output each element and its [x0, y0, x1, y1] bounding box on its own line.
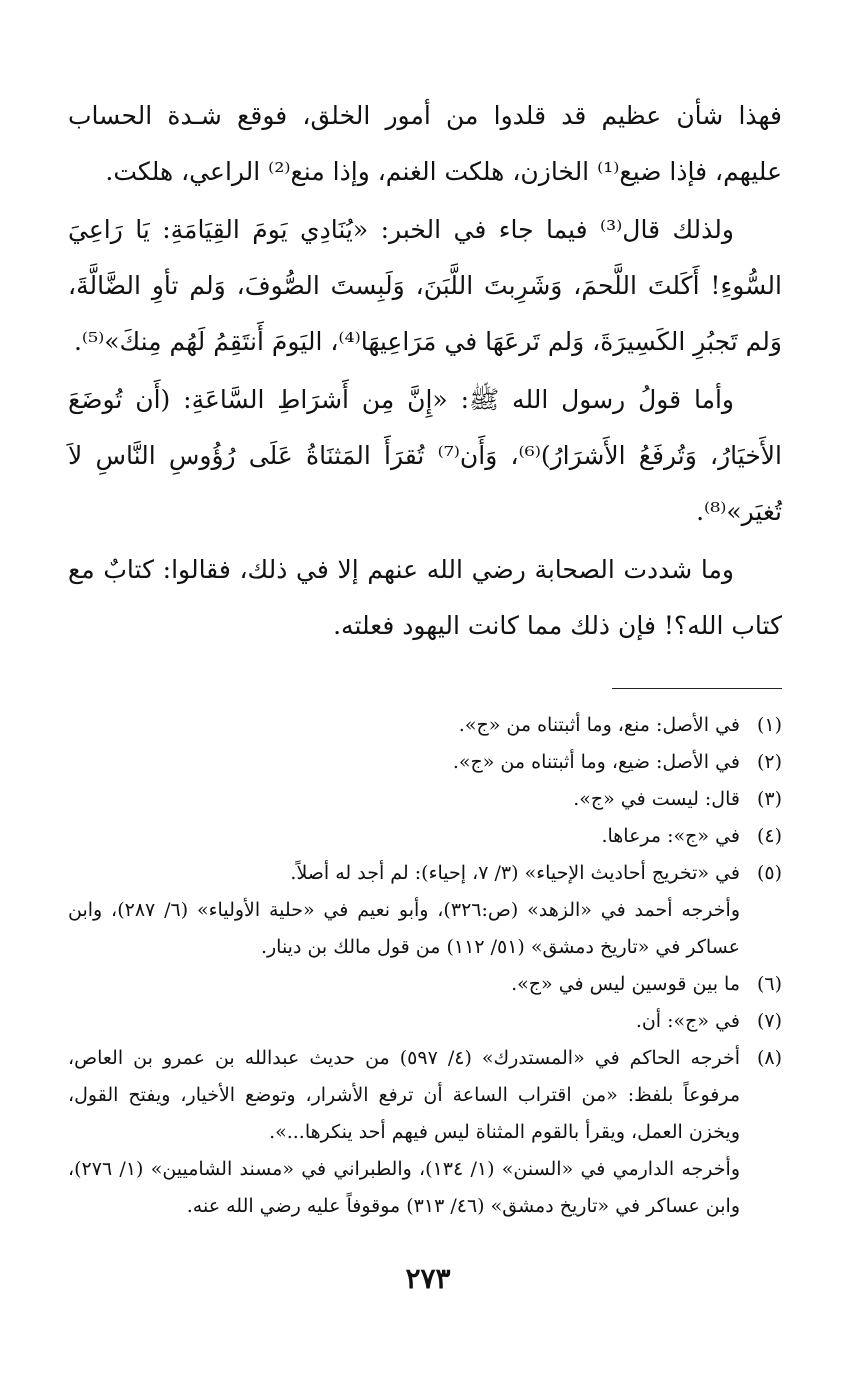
footnote-line: في «ج»: مرعاها.	[601, 825, 740, 847]
footnote-line: قال: ليست في «ج».	[573, 788, 740, 810]
footnote-number: (٧)	[756, 1010, 782, 1032]
footnote-text	[68, 966, 740, 1003]
footnotes	[68, 707, 782, 1225]
footnote-text	[68, 707, 740, 744]
footnote-line: في «ج»: أن.	[635, 1010, 740, 1032]
footnote-number: (٦)	[756, 973, 782, 995]
paragraph-4: وما شددت الصحابة رضي الله عنهم إلا في ذلك، فقالوا: كتابٌ مع كتاب الله؟! فإن ذلك مما كانت اليهود فعلته.	[68, 555, 782, 640]
footnote-line: في الأصل: منع، وما أثبتناه من «ج».	[458, 714, 740, 736]
footnote-text	[68, 744, 740, 781]
footnote-6	[68, 966, 782, 1003]
footnote-number: (٣)	[756, 788, 782, 810]
paragraph-1: فهذا شأن عظيم قد قلدوا من أمور الخلق، فوقع شـدة الحساب عليهم، فإذا ضيع⁽¹⁾ الخازن، هلكت الغنم، وإذا منع⁽²⁾ الراعي، هلكت.	[68, 101, 782, 186]
footnote-text	[68, 1003, 740, 1040]
footnote-divider	[612, 688, 782, 689]
footnote-number: (٥)	[756, 862, 782, 884]
paragraph-2: ولذلك قال⁽³⁾ فيما جاء في الخبر: «يُنَادِي يَومَ القِيَامَةِ: يَا رَاعِيَ السُّوءِ! أَكَلتَ اللَّحمَ، وَشَرِبتَ اللَّبَنَ، وَلَبِستَ الصُّوفَ، وَلم تأوِ الضَّالَّةَ، وَلم تَجبُرِ الكَسِيرَةَ، وَلم تَرعَهَا في مَرَاعِيهَا⁽⁴⁾، اليَومَ أَنتَقِمُ لَهُم مِنكَ»⁽⁵⁾.	[68, 215, 782, 356]
footnote-line: وأخرجه أحمد في «الزهد» (ص:٣٢٦)، وأبو نعيم في «حلية الأولياء» (٦/ ٢٨٧)، وابن عساكر في «تاريخ دمشق» (٥١/ ١١٢) من قول مالك بن دينار.	[68, 899, 740, 958]
footnote-number: (٤)	[756, 825, 782, 847]
footnote-text	[68, 781, 740, 818]
footnote-text	[68, 855, 740, 966]
footnote-5	[68, 855, 782, 966]
footnote-line: في الأصل: ضيع، وما أثبتناه من «ج».	[452, 751, 740, 773]
footnote-line: ما بين قوسين ليس في «ج».	[511, 973, 740, 995]
footnote-4	[68, 818, 782, 855]
footnote-2	[68, 744, 782, 781]
main-text	[68, 88, 782, 654]
footnote-8	[68, 1040, 782, 1225]
footnote-text	[68, 1040, 740, 1225]
footnote-text	[68, 818, 740, 855]
footnote-line: في «تخريج أحاديث الإحياء» (٣/ ٧، إحياء): لم أجد له أصلاً.	[290, 862, 740, 884]
page-number: ٢٧٣	[405, 1262, 451, 1295]
footnote-1	[68, 707, 782, 744]
footnote-number: (١)	[756, 714, 782, 736]
footnote-7	[68, 1003, 782, 1040]
footnote-3	[68, 781, 782, 818]
footnote-line: أخرجه الحاكم في «المستدرك» (٤/ ٥٩٧) من حديث عبدالله بن عمرو بن العاص، مرفوعاً بلفظ: «من اقتراب الساعة أن ترفع الأشرار، وتوضع الأخيار، ويفتح القول، ويخزن العمل، ويقرأ بالقوم المثناة ليس فيهم أحد ينكرها...».	[68, 1047, 740, 1143]
footnote-number: (٢)	[756, 751, 782, 773]
footnote-number: (٨)	[756, 1047, 782, 1069]
paragraph-3: وأما قولُ رسول الله ﷺ: «إِنَّ مِن أَشرَاطِ السَّاعَةِ: (أَن تُوضَعَ الأَخيَارُ، وَتُرفَعُ الأَشرَارُ)⁽⁶⁾، وَأَن⁽⁷⁾ تُقرَأَ المَثنَاةُ عَلَى رُؤُوسِ النَّاسِ لاَ تُغيَر»⁽⁸⁾.	[68, 385, 782, 526]
footnote-line: وأخرجه الدارمي في «السنن» (١/ ١٣٤)، والطبراني في «مسند الشاميين» (١/ ٢٧٦)، وابن عساكر في «تاريخ دمشق» (٤٦/ ٣١٣) موقوفاً عليه رضي الله عنه.	[68, 1158, 740, 1217]
